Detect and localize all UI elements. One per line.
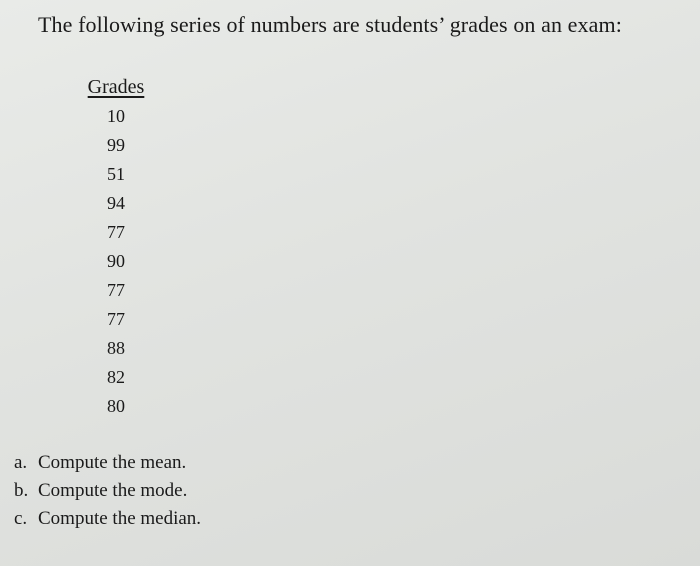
question-median [14,505,201,533]
grade-value: 90 [107,251,125,271]
question-mean [14,449,201,477]
question-mode [14,477,201,505]
grade-value: 10 [107,106,125,126]
question-text: Compute the median. [38,508,202,529]
question-marker: c. [14,508,28,529]
grades-table [80,72,152,421]
question-text: Compute the mode. [38,480,188,501]
grade-value: 82 [107,367,125,387]
grade-value: 77 [107,222,125,242]
problem-statement: The following series of numbers are students’ grades on an exam: [38,12,622,37]
grade-value: 88 [107,338,125,358]
grade-value: 77 [107,309,125,329]
grades-column-header: Grades [87,76,145,98]
grade-value: 77 [107,280,125,300]
grade-value: 94 [107,193,125,213]
question-marker: a. [14,452,28,473]
question-text: Compute the mean. [38,452,187,473]
grade-value: 99 [107,135,125,155]
grade-value: 51 [107,164,125,184]
grades-list [80,102,152,421]
question-marker: b. [14,480,29,501]
grade-value: 80 [107,396,125,416]
question-list [14,449,201,533]
